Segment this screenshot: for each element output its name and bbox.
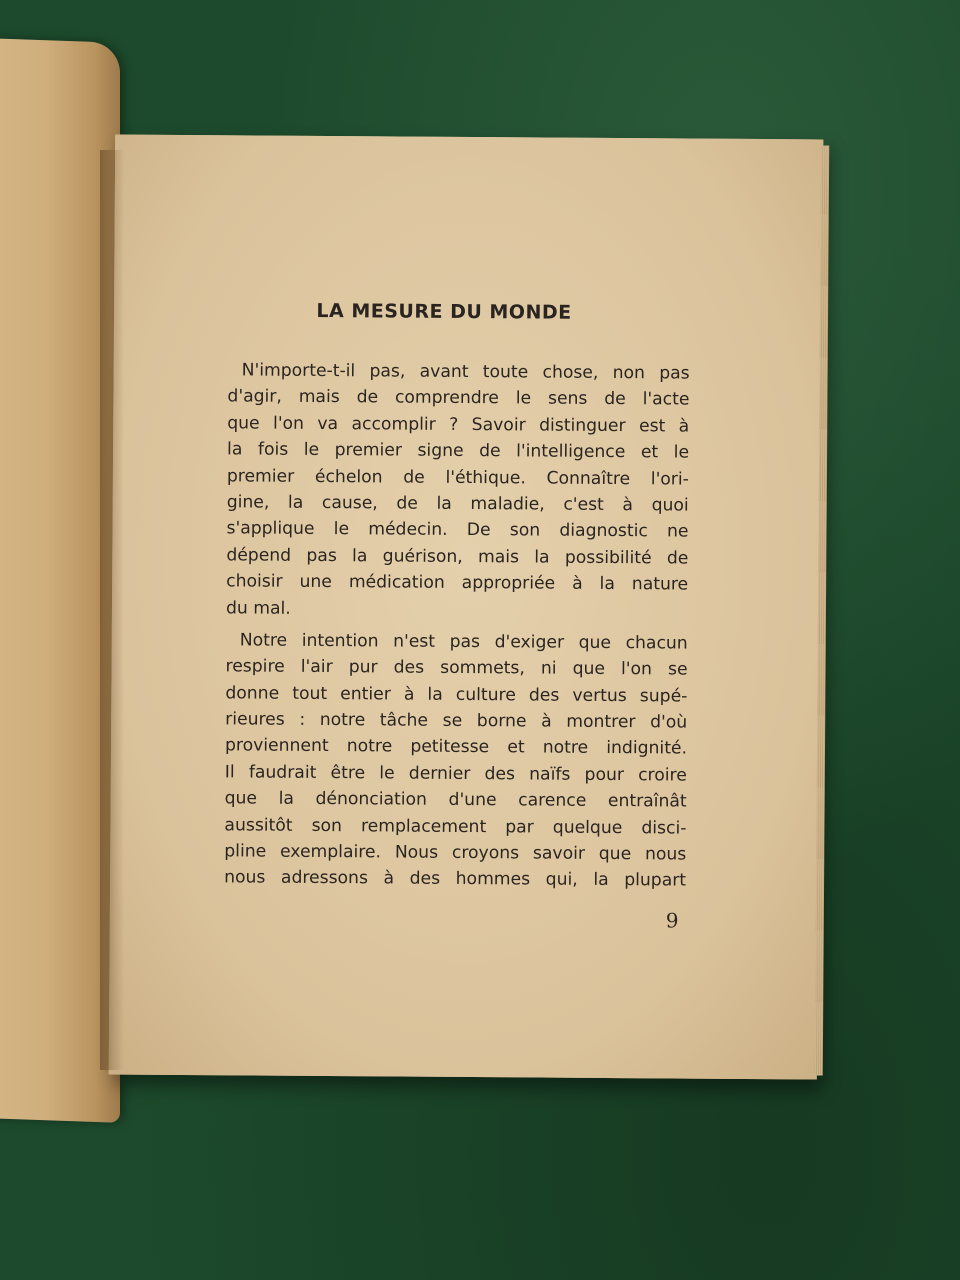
text-line: pline exemplaire. Nous croyons savoir que nous: [224, 841, 687, 865]
text-line: que la dénonciation d'une carence entraînât: [224, 788, 687, 812]
text-line: respire l'air pur des sommets, ni que l'on se: [225, 656, 688, 680]
paragraph-1: [226, 357, 690, 624]
book-gutter: [100, 150, 124, 1070]
text-line: premier échelon de l'éthique. Connaître l'ori-: [226, 465, 689, 490]
text-line: nous adressons à des hommes qui, la plupart: [224, 867, 687, 891]
text-line: rieures : notre tâche se borne à montrer d'où: [225, 709, 688, 733]
page-number: 9: [665, 908, 679, 933]
text-line: aussitôt son remplacement par quelque disci-: [224, 814, 687, 839]
paragraph-2: [224, 627, 688, 894]
right-page: [109, 135, 824, 1080]
text-line: Il faudrait être le dernier des naïfs pour croire: [224, 762, 687, 786]
text-line: proviennent notre petitesse et notre indignité.: [224, 735, 688, 760]
text-line: donne tout entier à la culture des vertus supé-: [225, 683, 688, 707]
text-line: gine, la cause, de la maladie, c'est à quoi: [226, 492, 689, 516]
chapter-title: LA MESURE DU MONDE: [316, 299, 572, 324]
text-line: du mal.: [225, 597, 291, 619]
text-line: N'importe-t-il pas, avant toute chose, non pas: [241, 360, 690, 384]
text-line: la fois le premier signe de l'intelligence et le: [227, 439, 690, 463]
text-line: d'agir, mais de comprendre le sens de l'acte: [227, 386, 690, 410]
text-line: dépend pas la guérison, mais la possibilité de: [226, 545, 689, 569]
page-edge: [815, 145, 829, 1075]
text-line: Notre intention n'est pas d'exiger que chacun: [239, 630, 688, 654]
text-line: s'applique le médecin. De son diagnostic ne: [226, 518, 689, 542]
text-line: que l'on va accomplir ? Savoir distinguer est à: [227, 413, 690, 437]
body-text: [224, 357, 690, 894]
text-line: choisir une médication appropriée à la nature: [226, 571, 689, 595]
